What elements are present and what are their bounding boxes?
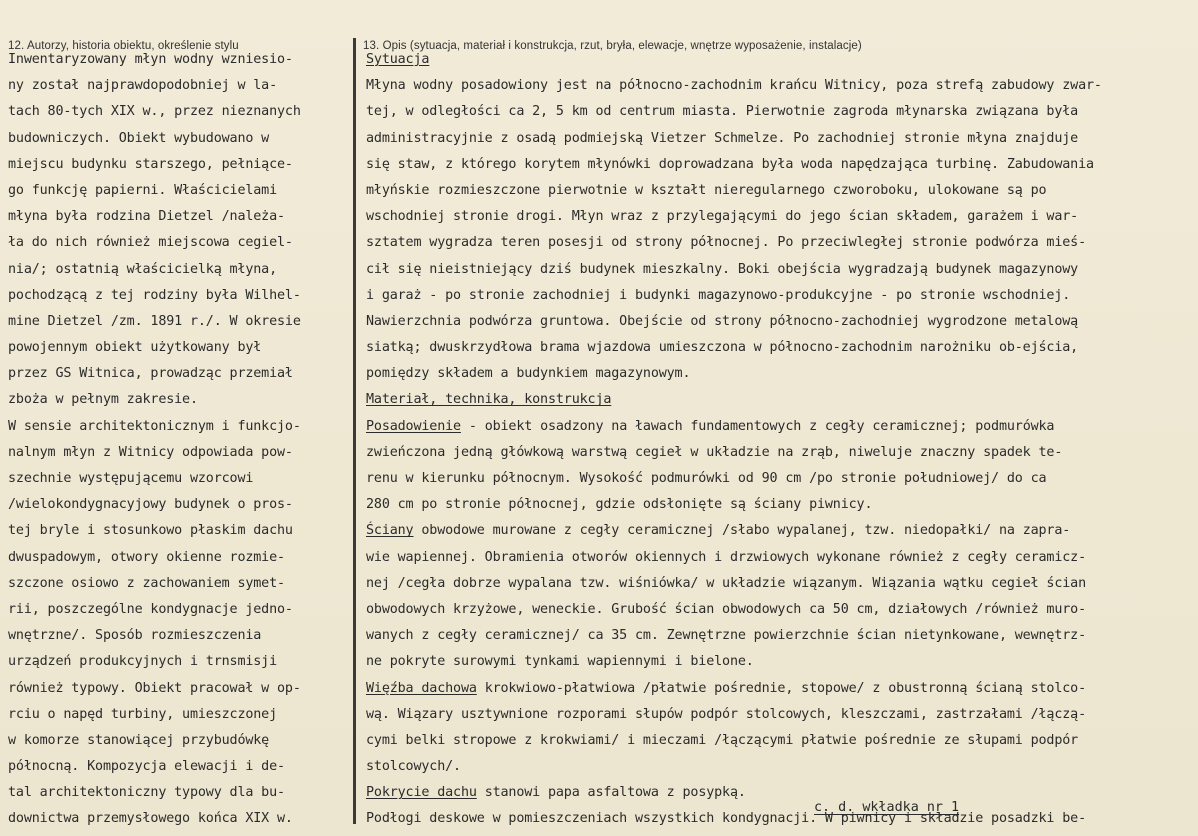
description-line (366, 387, 1102, 413)
line-text: obwodowych krzyżowe, weneckie. Grubość ścian obwodowych ca 50 cm, działowych /również muro- (366, 601, 1086, 617)
line-text: obwodowe murowane z cegły ceramicznej /słabo wypalanej, tzw. niedopałki/ na zapra- (413, 523, 1071, 539)
history-line: szechnie występującemu wzorcowi (8, 471, 254, 486)
description-line (366, 702, 1102, 728)
description-line (366, 99, 1102, 125)
description-line (366, 466, 1102, 492)
line-text: Podłogi deskowe w pomieszczeniach wszystkich kondygnacji. W piwnicy i składzie posadzki be- (366, 811, 1086, 827)
history-line: ła do nich również miejscowa cegiel- (8, 235, 293, 251)
description-line (366, 518, 1102, 544)
history-line: ny został najprawdopodobniej w la- (8, 78, 278, 94)
description-line (366, 47, 1102, 73)
history-line: mine Dietzel /zm. 1891 r./. W okresie (8, 313, 301, 329)
line-text: renu w kierunku północnym. Wysokość podmurówki od 90 cm /po stronie południowej/ do ca (366, 471, 1047, 486)
line-text: krokwiowo-płatwiowa /płatwie pośrednie, stopowe/ z obustronną ścianą stolco- (476, 680, 1086, 696)
description-line (366, 126, 1102, 152)
description-line (366, 545, 1102, 571)
history-line: rciu o napęd turbiny, umieszczonej (8, 706, 278, 722)
line-text: ne pokryte surowymi tynkami wapiennymi i bielone. (366, 654, 754, 670)
section-12-header: 12. Autorzy, historia obiektu, określenie stylu (8, 40, 239, 52)
line-text: cił się nieistniejący dziś budynek mieszkalny. Boki obejścia wygradzają budynek magazynowy (366, 261, 1079, 277)
history-line: zboża w pełnym zakresie. (8, 392, 198, 408)
line-text: 280 cm po stronie północnej, gdzie odsłonięte są ściany piwnicy. (366, 497, 873, 513)
line-text: młyńskie rozmieszczone pierwotnie w kształt nieregularnego czworoboku, ulokowane są po (366, 182, 1047, 198)
history-line: powojennym obiekt użytkowany był (8, 340, 262, 356)
line-text: stolcowych/. (366, 759, 461, 775)
line-text: pomiędzy składem a budynkiem magazynowym. (366, 366, 691, 382)
history-line: w komorze stanowiącej przybudówkę (8, 732, 270, 748)
line-text: wie wapiennej. Obramienia otworów okiennych i drzwiowych wykonane również z cegły ceramicz- (366, 549, 1086, 565)
description-line (366, 780, 1102, 806)
description-line (366, 728, 1102, 754)
description-line (366, 335, 1102, 361)
line-text: zwieńczona jedną główkową warstwą cegieł w układzie na zrąb, niweluje znaczny spadek te- (366, 444, 1063, 460)
section-heading: Więźba dachowa (366, 680, 477, 696)
line-text: i garaż - po stronie zachodniej i budynki magazynowo-produkcyjne - po stronie wschodniej. (366, 287, 1071, 303)
description-line (366, 361, 1102, 387)
line-text: administracyjnie z osadą podmiejską Vietzer Schmelze. Po zachodniej stronie młyna znajduje (366, 130, 1079, 146)
continuation-note: c. d. wkładka nr 1 (814, 800, 960, 815)
line-text: - obiekt osadzony na ławach fundamentowych z cegły ceramicznej; podmurówka (460, 418, 1055, 434)
description-line (366, 178, 1102, 204)
history-line: pochodzącą z tej rodziny była Wilhel- (8, 287, 301, 303)
history-line: wnętrzne/. Sposób rozmieszczenia (8, 628, 262, 644)
history-line: również typowy. Obiekt pracował w op- (8, 680, 301, 696)
line-text: wschodniej stronie drogi. Młyn wraz z przylegającymi do jego ścian składem, garażem i war- (366, 209, 1079, 225)
description-line (366, 597, 1102, 623)
section-heading: Posadowienie (366, 418, 461, 434)
description-line (366, 283, 1102, 309)
description-line (366, 73, 1102, 99)
history-line: /wielokondygnacyjowy budynek o pros- (8, 497, 293, 513)
history-line: downictwa przemysłowego końca XIX w. (8, 811, 293, 827)
history-line: młyna była rodzina Dietzel /należa- (8, 209, 285, 225)
history-line: nia/; ostatnią właścicielką młyna, (8, 261, 278, 277)
description-line (366, 676, 1102, 702)
section-heading: Materiał, technika, konstrukcja (366, 392, 612, 408)
history-text (8, 47, 301, 833)
description-line (366, 230, 1102, 256)
history-line: W sensie architektonicznym i funkcjo- (8, 418, 301, 434)
section-heading: Sytuacja (366, 52, 430, 67)
line-text: siatką; dwuskrzydłowa brama wjazdowa umieszczona w północno-zachodnim narożniku ob-ejścia, (366, 340, 1079, 356)
history-line: dwuspadowym, otwory okienne rozmie- (8, 549, 285, 565)
history-line: miejscu budynku starszego, pełniące- (8, 156, 293, 172)
history-line: nalnym młyn z Witnicy odpowiada pow- (8, 444, 293, 460)
section-heading: Ściany (366, 523, 414, 539)
description-line (366, 309, 1102, 335)
section-13-header: 13. Opis (sytuacja, materiał i konstrukcja, rzut, bryła, elewacje, wnętrze wyposażenie, instalacje) (363, 40, 862, 52)
line-text: stanowi papa asfaltowa z posypką. (476, 785, 746, 801)
description-line (366, 414, 1102, 440)
description-text (366, 47, 1102, 833)
line-text: wą. Wiązary usztywnione rozporami słupów podpór stolcowych, kleszczami, zastrzałami /łączą- (366, 706, 1086, 722)
description-line (366, 257, 1102, 283)
history-line: szczone osiowo z zachowaniem symet- (8, 575, 285, 591)
column-divider (353, 38, 356, 824)
history-line: go funkcję papierni. Właścicielami (8, 182, 278, 198)
description-line (366, 440, 1102, 466)
line-text: cymi belki stropowe z krokwiami/ i mieczami /łączącymi płatwie pośrednie ze słupami podpór (366, 732, 1079, 748)
history-line: Inwentaryzowany młyn wodny wzniesio- (8, 52, 293, 67)
history-line: budowniczych. Obiekt wybudowano w (8, 130, 270, 146)
line-text: tej, w odległości ca 2, 5 km od centrum miasta. Pierwotnie zagroda młynarska związana była (366, 104, 1079, 120)
description-line (366, 649, 1102, 675)
line-text: Nawierzchnia podwórza gruntowa. Obejście od strony północno-zachodniej wygrodzone metalową (366, 313, 1079, 329)
history-line: północną. Kompozycja elewacji i de- (8, 759, 285, 775)
description-line (366, 204, 1102, 230)
history-line: rii, poszczególne kondygnacje jedno- (8, 601, 293, 617)
history-line: tal architektoniczny typowy dla bu- (8, 785, 285, 801)
description-line (366, 623, 1102, 649)
line-text: sztatem wygradza teren posesji od strony północnej. Po przeciwległej stronie podwórza mieś- (366, 235, 1086, 251)
line-text: wanych z cegły ceramicznej/ ca 35 cm. Zewnętrzne powierzchnie ścian nietynkowane, wewnętrz- (366, 628, 1086, 644)
history-line: urządzeń produkcyjnych i trnsmisji (8, 654, 278, 670)
line-text: Młyna wodny posadowiony jest na północno-zachodnim krańcu Witnicy, poza strefą zabudowy zwar- (366, 78, 1102, 94)
history-line: tej bryle i stosunkowo płaskim dachu (8, 523, 293, 539)
description-line (366, 754, 1102, 780)
history-line: przez GS Witnica, prowadząc przemiał (8, 366, 293, 382)
description-line (366, 492, 1102, 518)
description-line (366, 571, 1102, 597)
line-text: nej /cegła dobrze wypalana tzw. wiśniówka/ w układzie wiązanym. Wiązania wątku cegieł ścian (366, 575, 1086, 591)
history-line: tach 80-tych XIX w., przez nieznanych (8, 104, 301, 120)
section-heading: Pokrycie dachu (366, 785, 477, 801)
line-text: się staw, z którego korytem młynówki doprowadzana była woda napędzająca turbinę. Zabudowania (366, 156, 1094, 172)
description-line (366, 806, 1102, 832)
description-line (366, 152, 1102, 178)
